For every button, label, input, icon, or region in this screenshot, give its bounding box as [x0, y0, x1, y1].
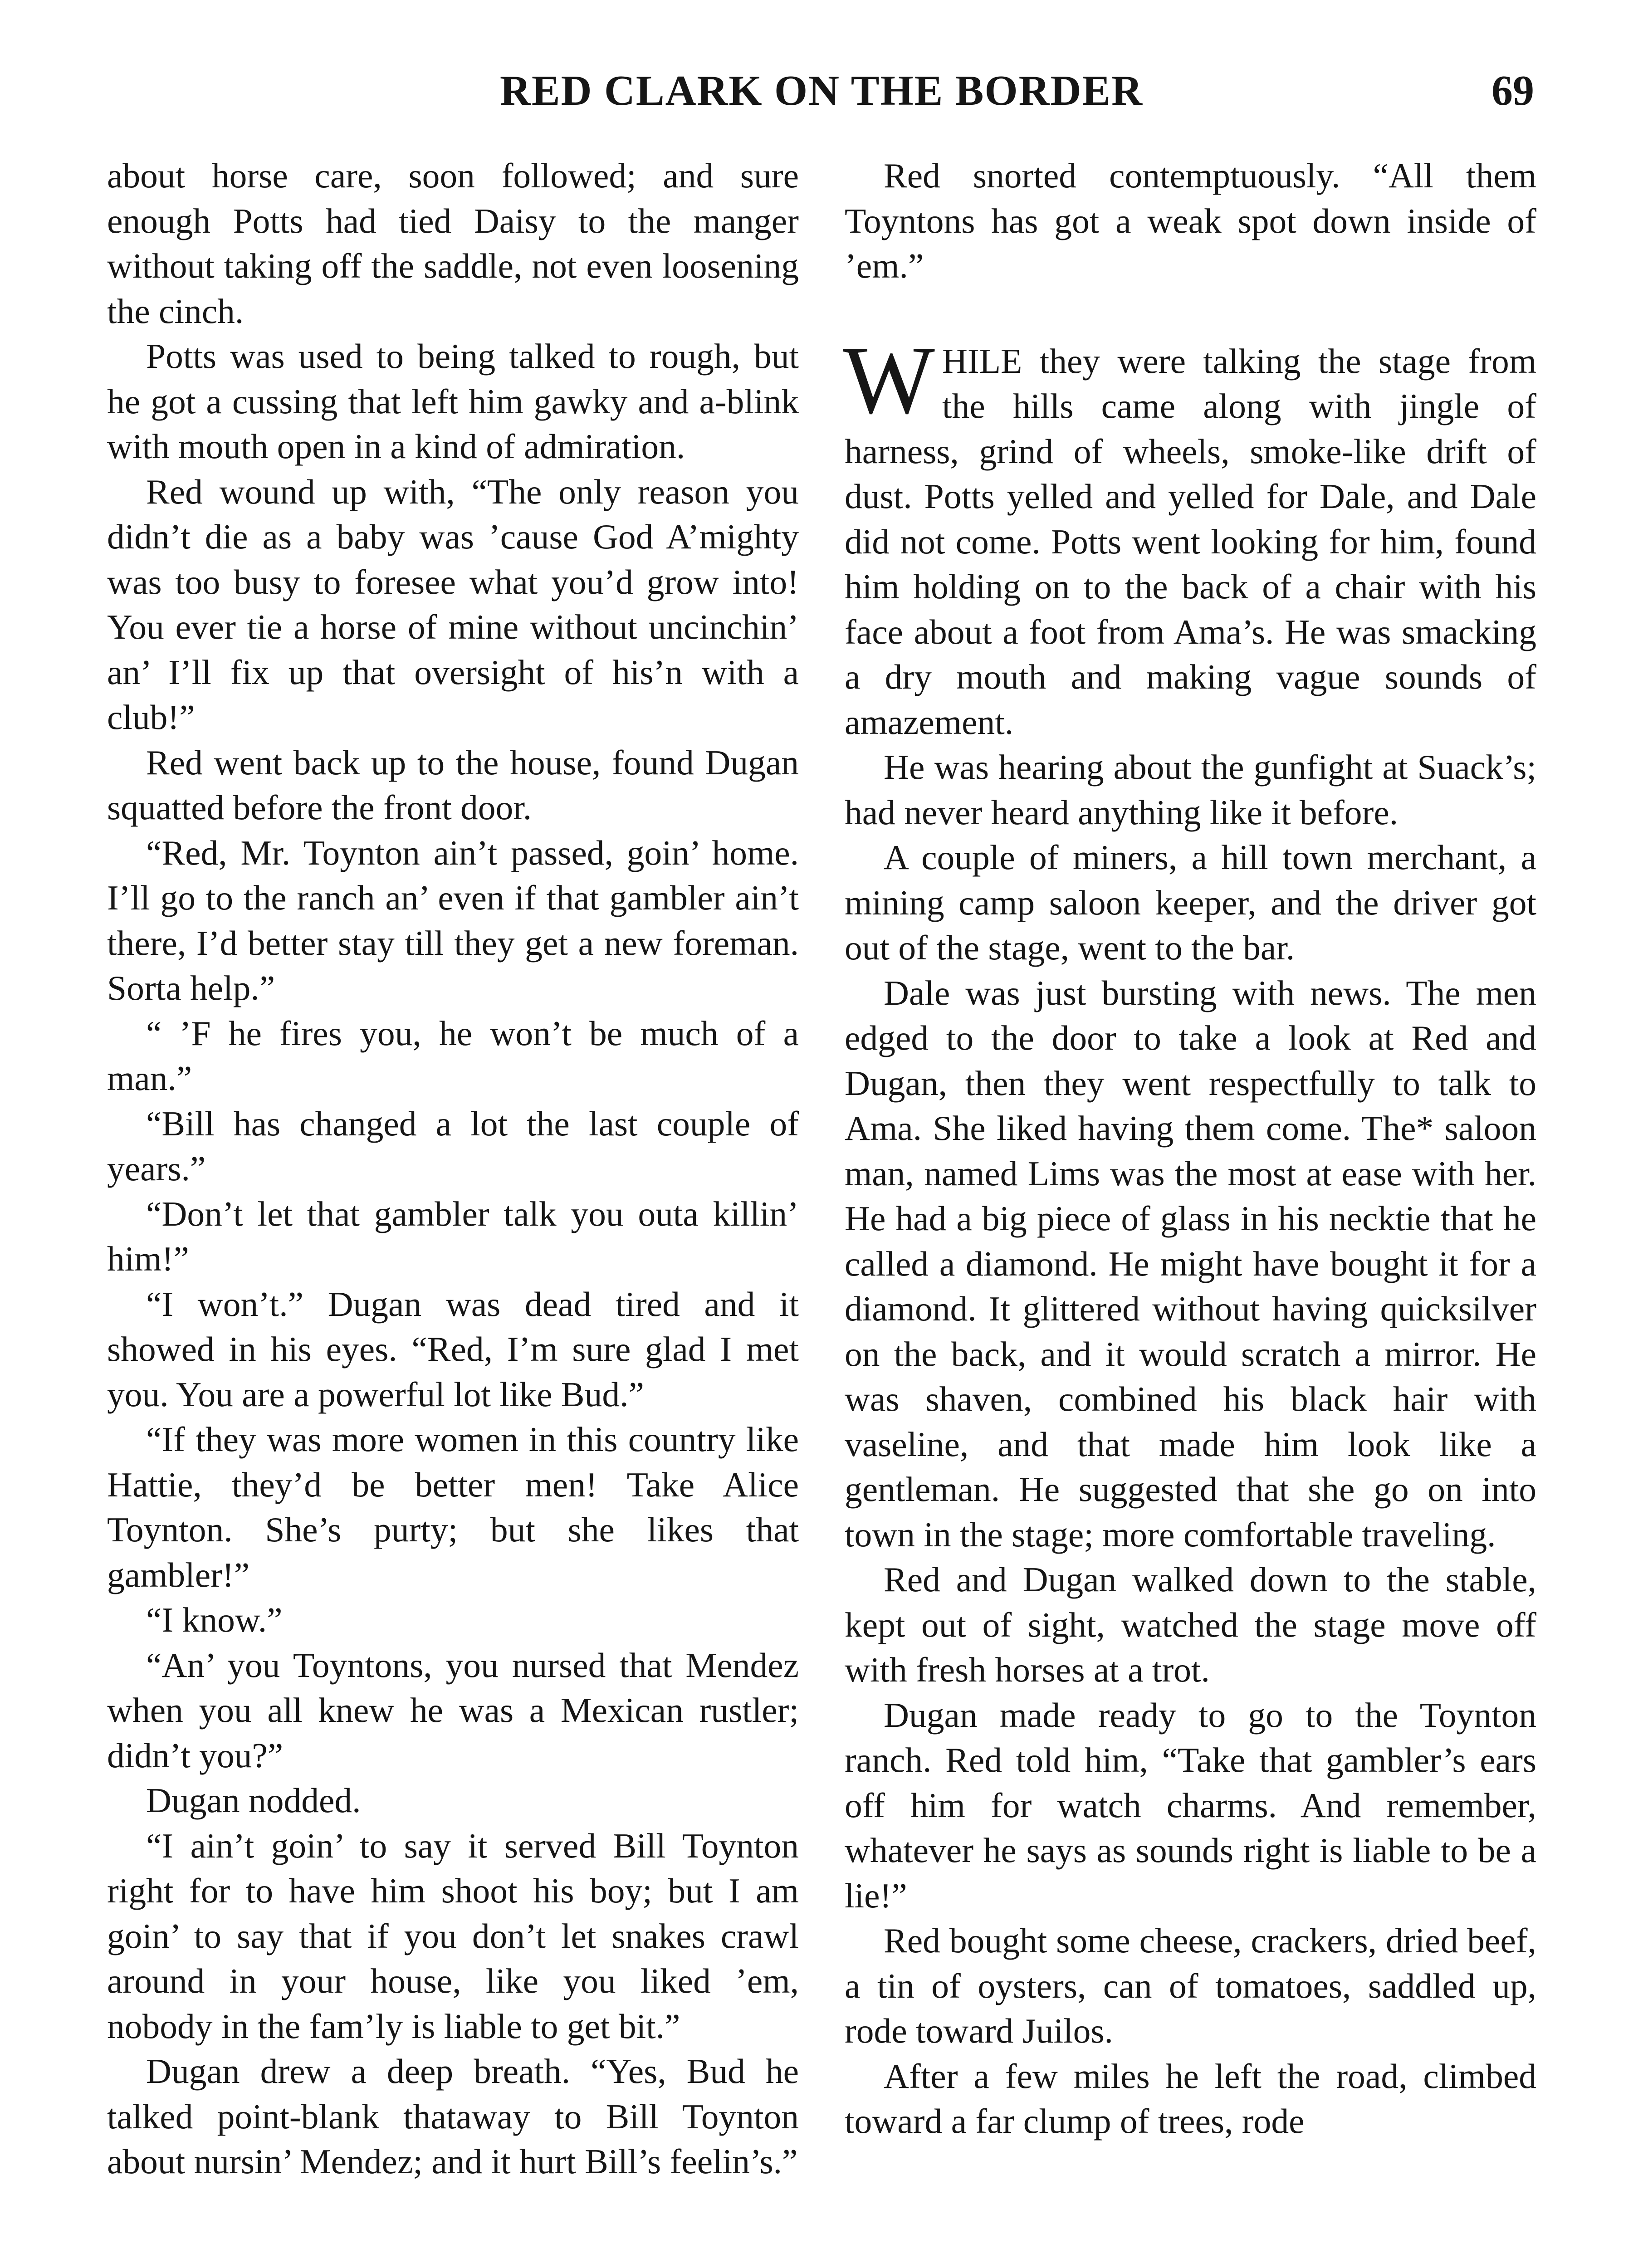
paragraph: “An’ you Toyntons, you nursed that Mendez when you all knew he was a Mexican rustler; didn’t you?” [107, 1645, 799, 1775]
paragraph: Red wound up with, “The only reason you didn’t die as a baby was ’cause God A’mighty was too busy to foresee what you’d grow into! You ever tie a horse of mine without uncinchin’ an’ I’ll fix up that oversight of his’n with a club!” [107, 472, 799, 737]
left-column [107, 153, 799, 2185]
paragraph: about horse care, soon followed; and sure enough Potts had tied Daisy to the manger without taking off the saddle, not even loosening the cinch. [107, 156, 799, 331]
page-header [0, 64, 1643, 127]
running-title: RED CLARK ON THE BORDER [500, 67, 1143, 114]
paragraph: After a few miles he left the road, climbed toward a far clump of trees, rode [845, 2056, 1536, 2141]
paragraph: “If they was more women in this country like Hattie, they’d be better men! Take Alice Toynton. She’s purty; but she likes that gambler!” [107, 1420, 799, 1594]
drop-cap: W [843, 325, 935, 434]
drop-cap-paragraph-text: HILE they were talking the stage from the hills came along with jingle of harness, grind of wheels, smoke-like drift of dust. Potts yelled and yelled for Dale, and Dale did not come. Potts went looking for him, found him holding on to the back of a chair with his face about a foot from Ama’s. He was smacking a dry mouth and making vague sounds of amazement. [845, 341, 1536, 742]
paragraph: “I ain’t goin’ to say it served Bill Toynton right for to have him shoot his boy; but I am goin’ to say that if you don’t let snakes crawl around in your house, like you liked ’em, nobody in the fam’ly is liable to get bit.” [107, 1826, 799, 2046]
paragraph: Red went back up to the house, found Dugan squatted before the front door. [107, 743, 799, 827]
paragraph: Dugan drew a deep breath. “Yes, Bud he talked point-blank thataway to Bill Toynton about nursin’ Mendez; and it hurt Bill’s feelin’s.” [107, 2052, 799, 2181]
paragraph: Dale was just bursting with news. The men edged to the door to take a look at Red and Dugan, then they went respectfully to talk to Ama. She liked having them come. The* saloon man, named Lims was the most at ease with her. He had a big piece of glass in his necktie that he called a diamond. He might have bought it for a diamond. It glittered without having quicksilver on the back, and it would scratch a mirror. He was shaven, combined his black hair with vaseline, and that made him look like a gentleman. He suggested that she go on into town in the stage; more comfortable traveling. [845, 973, 1536, 1554]
paragraph: “I know.” [146, 1600, 283, 1639]
drop-cap-paragraph [843, 325, 1536, 745]
paragraph: “Bill has changed a lot the last couple of years.” [107, 1104, 799, 1188]
paragraph: Dugan made ready to go to the Toynton ranch. Red told him, “Take that gambler’s ears off him for watch charms. And remember, whatever he says as sounds right is liable to be a lie!” [845, 1695, 1536, 1915]
paragraph: Dugan nodded. [146, 1781, 361, 1820]
paragraph: “Red, Mr. Toynton ain’t passed, goin’ home. I’ll go to the ranch an’ even if that gambler ain’t there, I’d better stay till they get a new foreman. Sorta help.” [107, 833, 799, 1007]
paragraph: He was hearing about the gunfight at Suack’s; had never heard anything like it before. [845, 748, 1536, 832]
paragraph: Potts was used to being talked to rough, but he got a cussing that left him gawky and a-blink with mouth open in a kind of admiration. [107, 337, 799, 466]
paragraph: “Don’t let that gambler talk you outa killin’ him!” [107, 1194, 799, 1278]
page-number: 69 [1491, 67, 1534, 114]
paragraph: Red bought some cheese, crackers, dried beef, a tin of oysters, can of tomatoes, saddled up, rode toward Juilos. [845, 1921, 1536, 2050]
paragraph: “I won’t.” Dugan was dead tired and it showed in his eyes. “Red, I’m sure glad I met you. You are a powerful lot like Bud.” [107, 1284, 799, 1414]
paragraph: A couple of miners, a hill town merchant, a mining camp saloon keeper, and the driver got out of the stage, went to the bar. [845, 838, 1536, 967]
paragraph: Red and Dugan walked down to the stable, kept out of sight, watched the stage move off with fresh horses at a trot. [845, 1560, 1536, 1689]
paragraph: Red snorted contemptuously. “All them Toyntons has got a weak spot down inside of ’em.” [845, 156, 1536, 285]
paragraph: “ ’F he fires you, he won’t be much of a man.” [107, 1013, 799, 1098]
section-break [845, 289, 1536, 339]
right-column [845, 153, 1536, 2144]
